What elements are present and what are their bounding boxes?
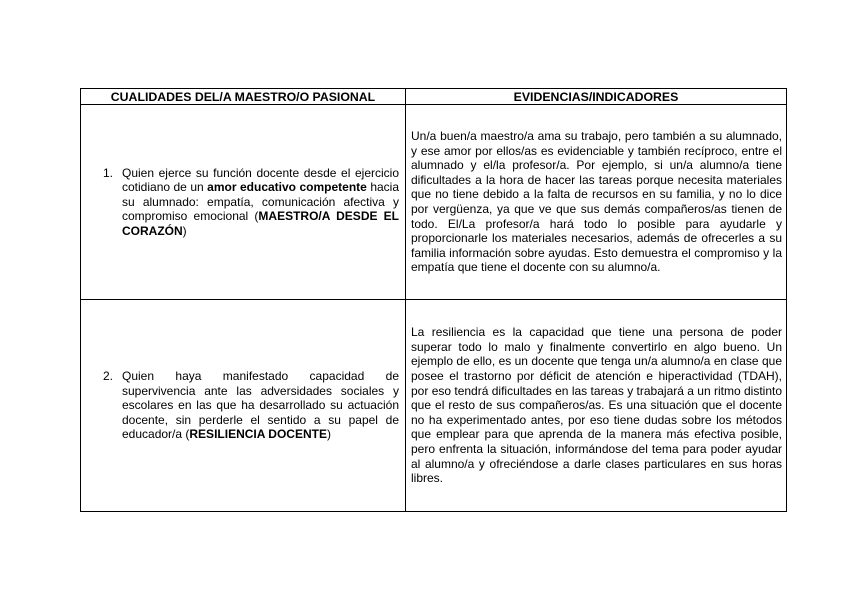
list-number: 2. — [103, 369, 114, 384]
header-qualities: CUALIDADES DEL/A MAESTRO/O PASIONAL — [81, 89, 406, 105]
qualities-table — [80, 88, 787, 512]
bold-run: amor educativo competente — [207, 180, 367, 195]
header-evidences: EVIDENCIAS/INDICADORES — [406, 89, 787, 105]
bold-run: MAESTRO/A DESDE EL CORAZÓN — [122, 209, 399, 238]
list-number: 1. — [103, 165, 114, 180]
text-run: ) — [326, 427, 331, 442]
bold-run: RESILIENCIA DOCENTE — [189, 427, 327, 442]
text-run: hacia su alumnado: empatía, comunicación afectiva y compromiso emocional ( — [122, 180, 400, 224]
quality-cell — [81, 300, 406, 512]
evidence-text: Un/a buen/a maestro/a ama su trabajo, pero también a su alumnado, y ese amor por ellos/as es evidenciable y también recíproco, entre el alumnado y el/la profesor/a. Por ejemplo, si un/a alumno/a tiene dificultades a la hora de hacer las tareas porque necesita materiales que no tiene debido a la falta de recursos en su familia, y no lo dice por vergüenza, ya que ve que sus demás compañeros/as tienen de todo. El/La profesor/a hará todo lo posible para ayudarle y proporcionarle los materiales necesarios, además de ofrecerles a su familia información sobre ayudas. Esto demuestra el compromiso y la empatía que tiene el docente con su alumno/a. — [411, 129, 782, 275]
table-header-row — [81, 89, 787, 105]
text-run: Quien haya manifestado capacidad de supervivencia ante las adversidades sociales y escolares en las que ha desarrollado su actuación docente, sin perderle el sentido a su papel de educador/a ( — [122, 369, 399, 442]
evidence-cell — [406, 105, 787, 300]
quality-text — [122, 369, 399, 442]
text-run: Quien ejerce su función docente desde el ejercicio cotidiano de un — [122, 165, 399, 195]
table-row — [81, 300, 787, 512]
evidence-cell — [406, 300, 787, 512]
quality-cell — [81, 105, 406, 300]
table-row — [81, 105, 787, 300]
quality-text — [122, 166, 399, 239]
text-run: ) — [182, 223, 187, 238]
evidence-text: La resiliencia es la capacidad que tiene una persona de poder superar todo lo malo y finalmente convertirlo en algo bueno. Un ejemplo de ello, es un docente que tenga un/a alumno/a en clase que posee el trastorno por déficit de atención e hiperactividad (TDAH), por eso tendrá dificultades en las tareas y trabajará a un ritmo distinto que el resto de sus compañeros/as. Es una situación que el docente no ha experimentado antes, por eso tiene dudas sobre los métodos que emplear para que aprenda de la manera más efectiva posible, pero enfrenta la situación, informándose del tema para poder ayudar al alumno/a y ofreciéndose a darle clases particulares en sus horas libres. — [411, 325, 782, 486]
